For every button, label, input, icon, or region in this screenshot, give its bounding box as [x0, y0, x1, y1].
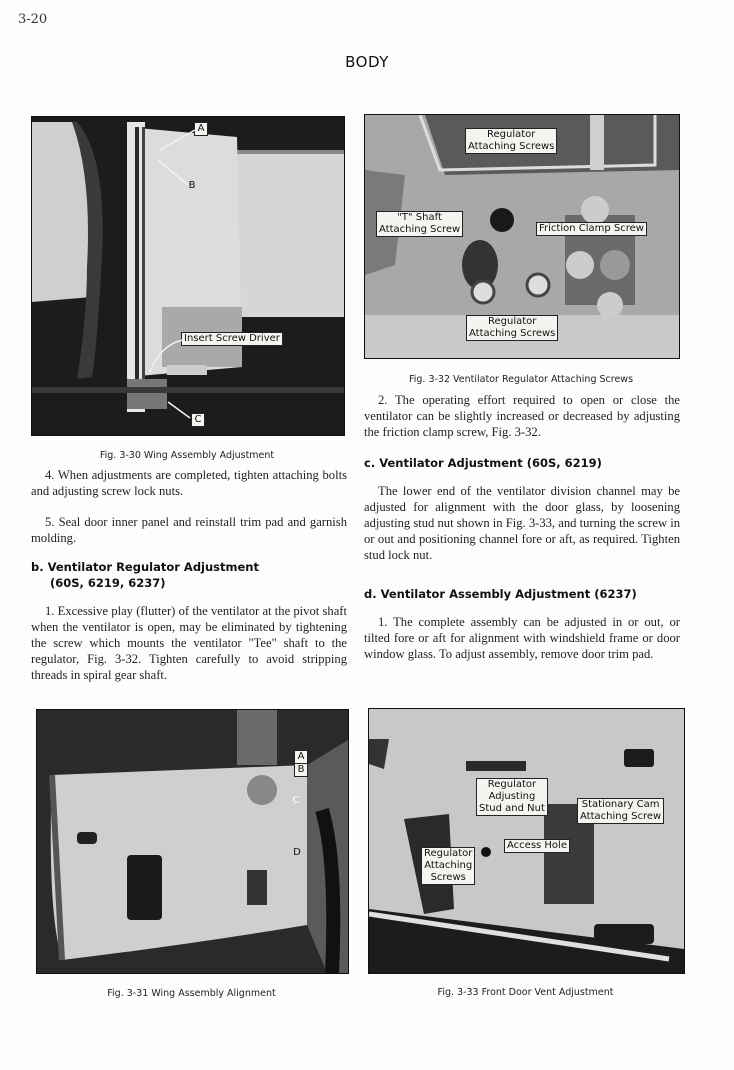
callout-c: C — [292, 795, 300, 806]
paragraph-d1-complete-assembly: 1. The complete assembly can be adjusted in or out, or tilted fore or aft for alignment with windshield frame or door window glass. To adjust assembly, remove door trim pad. — [364, 615, 680, 661]
paragraph-c-division-channel: The lower end of the ventilator division channel may be adjusted for alignment with the door glass, by loosening adjusting stud nut shown in Fig. 3-33, and turning the screw in or out and positioning channel fore or aft, as required. Tighten stud lock nut. — [364, 484, 680, 562]
heading-c-ventilator-adjustment: c. Ventilator Adjustment (60S, 6219) — [364, 456, 602, 470]
heading-b-ventilator-regulator-adjustment: b. Ventilator Regulator Adjustment (60S, 6219, 6237) — [31, 560, 259, 590]
figure-3-31-caption: Fig. 3-31 Wing Assembly Alignment — [107, 988, 276, 999]
wing-assembly-photo — [32, 117, 344, 435]
heading-d-ventilator-assembly-adjustment: d. Ventilator Assembly Adjustment (6237) — [364, 587, 637, 601]
paragraph-b1-excessive-play: 1. Excessive play (flutter) of the ventilator at the pivot shaft when the ventilator is open, may be eliminated by tightening the screw which mounts the ventilator "Tee" shaft to the regulator, Fig. 3-32. Tighten carefully to avoid stripping threads in spiral gear shaft. — [31, 604, 347, 682]
figure-3-30-photo — [31, 116, 345, 436]
callout-insert-screw-driver: Insert Screw Driver — [181, 332, 283, 346]
callout-stationary-cam-attaching-screw: Stationary Cam Attaching Screw — [577, 798, 664, 824]
callout-a: A — [294, 750, 308, 764]
page-number: 3-20 — [18, 12, 48, 27]
callout-regulator-attaching-screws-bottom: Regulator Attaching Screws — [466, 315, 558, 341]
callout-regulator-adjusting-stud-and-nut: Regulator Adjusting Stud and Nut — [476, 778, 548, 816]
callout-a: A — [194, 122, 208, 136]
section-title: BODY — [345, 53, 389, 71]
paragraph-5-seal-door: 5. Seal door inner panel and reinstall trim pad and garnish molding. — [31, 515, 347, 545]
callout-access-hole: Access Hole — [504, 839, 570, 853]
figure-3-32-caption: Fig. 3-32 Ventilator Regulator Attaching Screws — [408, 374, 634, 385]
callout-t-shaft-attaching-screw: "T" Shaft Attaching Screw — [376, 211, 463, 237]
callout-c: C — [191, 413, 205, 427]
figure-3-30-caption: Fig. 3-30 Wing Assembly Adjustment — [99, 450, 275, 461]
callout-b: B — [294, 763, 308, 777]
callout-regulator-attaching-screws-top: Regulator Attaching Screws — [465, 128, 557, 154]
paragraph-4-tighten-bolts: 4. When adjustments are completed, tighten attaching bolts and adjusting screw lock nuts. — [31, 468, 347, 498]
figure-3-31-photo — [36, 709, 349, 974]
figure-3-33-caption: Fig. 3-33 Front Door Vent Adjustment — [437, 987, 614, 998]
paragraph-2-friction-clamp: 2. The operating effort required to open or close the ventilator can be slightly increased or decreased by adjusting the friction clamp screw, Fig. 3-32. — [364, 393, 680, 439]
callout-friction-clamp-screw: Friction Clamp Screw — [536, 222, 647, 236]
callout-b: B — [188, 180, 196, 191]
callout-regulator-attaching-screws: Regulator Attaching Screws — [421, 847, 475, 885]
callout-d: D — [293, 847, 301, 858]
